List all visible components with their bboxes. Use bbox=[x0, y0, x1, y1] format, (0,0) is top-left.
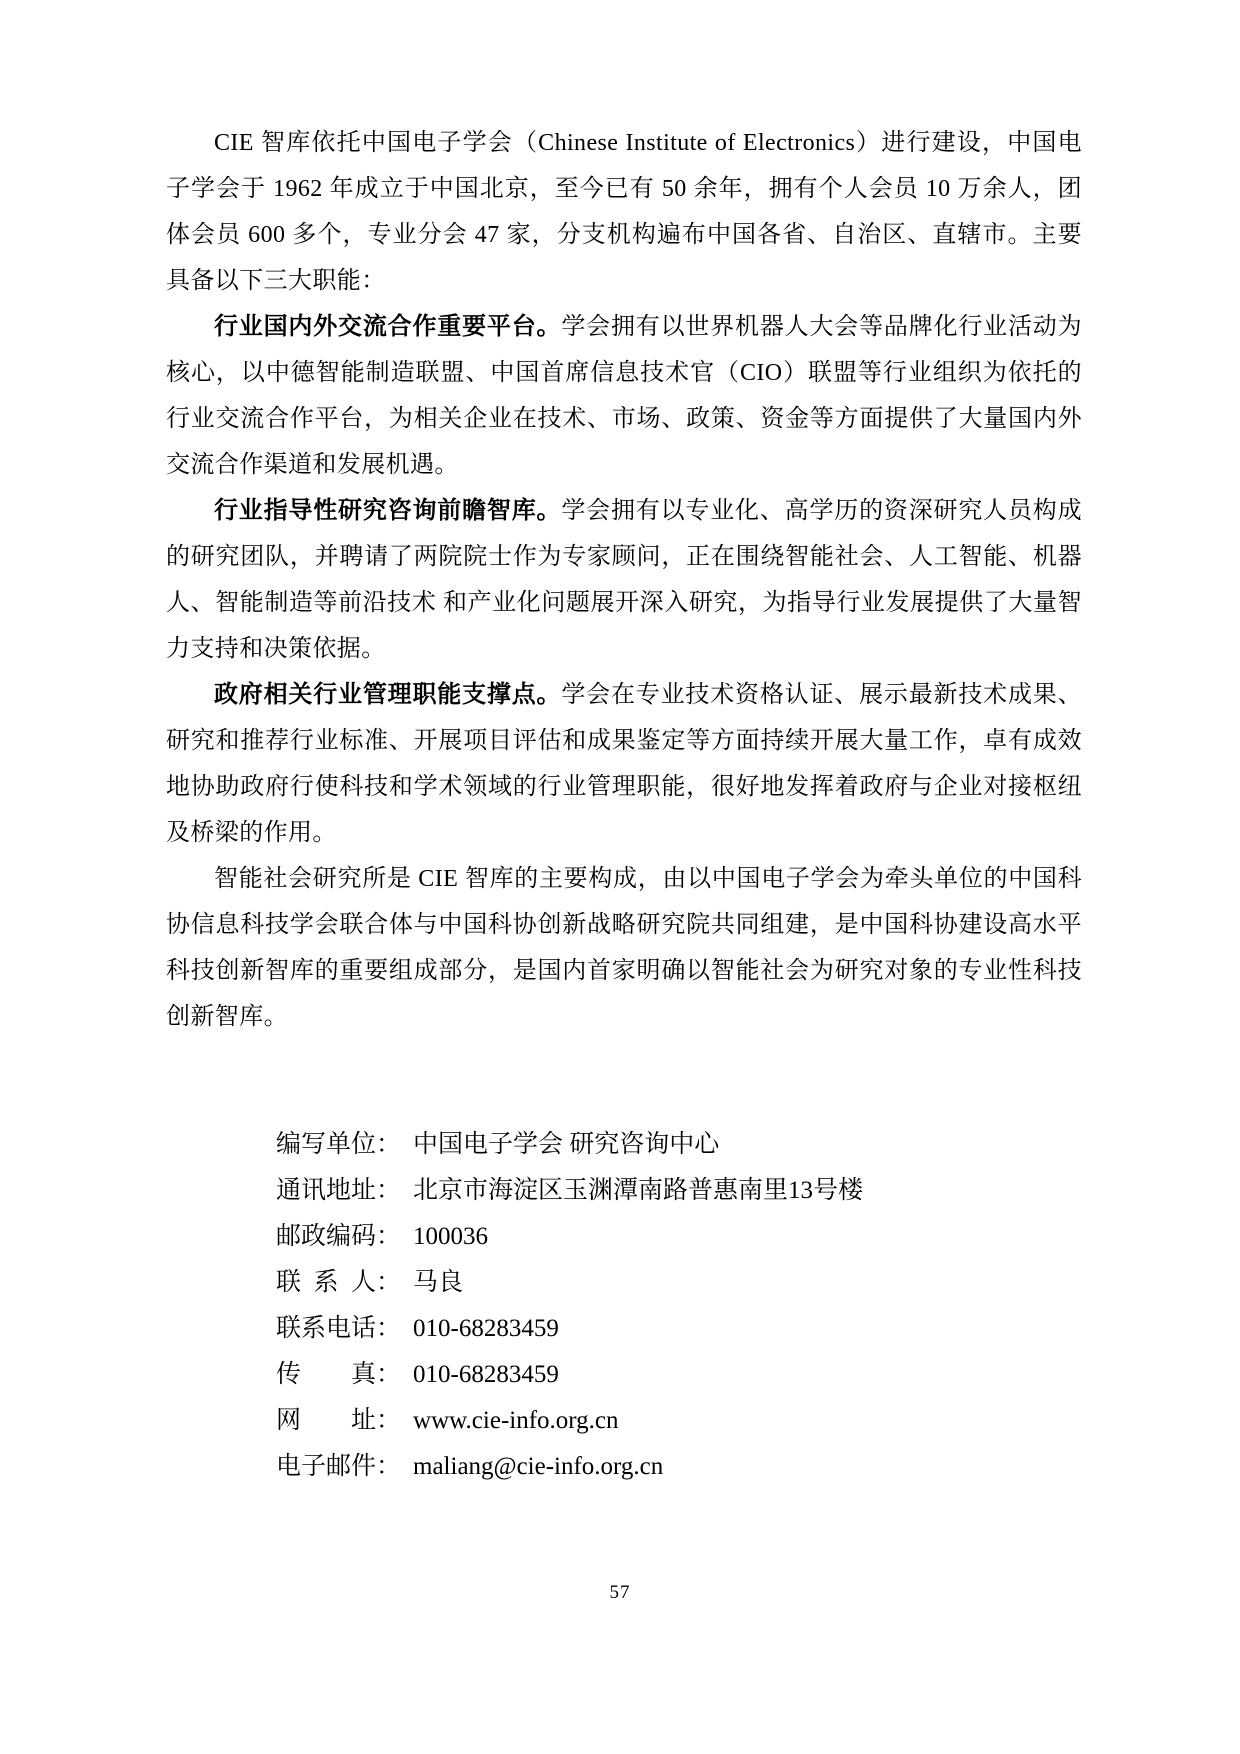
contact-value: 100036 bbox=[413, 1223, 489, 1250]
paragraph-text: 学会拥有以世界机器人大会等品牌化行业活动为核心，以中德智能制造联盟、中国首席信息技术官（CIO）联盟等行业组织为依托的行业交流合作平台，为相关企业在技术、市场、政策、资金等方面提供了大量国内外交流合作渠道和发展机遇。 bbox=[166, 314, 1082, 478]
body-paragraph bbox=[166, 304, 1082, 488]
contact-colon: ： bbox=[376, 1407, 402, 1434]
contact-row bbox=[276, 1398, 863, 1444]
contact-colon: ： bbox=[376, 1453, 402, 1480]
contact-row bbox=[276, 1352, 863, 1398]
contact-label: 通讯地址 bbox=[276, 1177, 377, 1204]
contact-row bbox=[276, 1214, 863, 1260]
body-paragraph bbox=[166, 488, 1082, 672]
paragraph-text: CIE 智库依托中国电子学会（Chinese Institute of Electronics）进行建设，中国电子学会于 1962 年成立于中国北京，至今已有 50 余年，拥有个人会员 10 万余人，团体会员 600 多个，专业分会 47 家，分支机构遍布中国各省、自治区、直辖市。主要具备以下三大职能： bbox=[166, 130, 1082, 294]
contact-colon: ： bbox=[376, 1131, 402, 1158]
contact-colon: ： bbox=[376, 1361, 402, 1388]
contact-row bbox=[276, 1260, 863, 1306]
contact-label: 传真 bbox=[276, 1361, 376, 1388]
body-paragraph bbox=[166, 856, 1082, 1040]
contact-colon: ： bbox=[376, 1177, 402, 1204]
contact-label: 电子邮件 bbox=[276, 1453, 377, 1480]
paragraph-text: 智能社会研究所是 CIE 智库的主要构成，由以中国电子学会为牵头单位的中国科协信息科技学会联合体与中国科协创新战略研究院共同组建，是中国科协建设高水平科技创新智库的重要组成部分，是国内首家明确以智能社会为研究对象的专业性科技创新智库。 bbox=[166, 866, 1082, 1030]
contact-label: 网址 bbox=[276, 1407, 376, 1434]
contact-colon: ： bbox=[376, 1315, 402, 1342]
contact-row bbox=[276, 1306, 863, 1352]
paragraph-lead-bold: 政府相关行业管理职能支撑点。 bbox=[214, 682, 562, 708]
contact-value: www.cie-info.org.cn bbox=[413, 1407, 619, 1434]
contact-value: 北京市海淀区玉渊潭南路普惠南里13号楼 bbox=[413, 1177, 864, 1204]
contact-value: 中国电子学会 研究咨询中心 bbox=[413, 1131, 720, 1158]
contact-colon: ： bbox=[376, 1223, 402, 1250]
contact-label: 联系电话 bbox=[276, 1315, 377, 1342]
contact-value: 010-68283459 bbox=[413, 1315, 559, 1342]
paragraph-text: 学会在专业技术资格认证、展示最新技术成果、研究和推荐行业标准、开展项目评估和成果鉴定等方面持续开展大量工作，卓有成效地协助政府行使科技和学术领域的行业管理职能，很好地发挥着政府与企业对接枢纽及桥梁的作用。 bbox=[166, 682, 1082, 846]
contact-row bbox=[276, 1444, 863, 1490]
contact-label: 联系人 bbox=[276, 1269, 376, 1296]
contact-colon: ： bbox=[376, 1269, 402, 1296]
body-paragraph bbox=[166, 120, 1082, 304]
contact-row bbox=[276, 1122, 863, 1168]
contact-value: 010-68283459 bbox=[413, 1361, 559, 1388]
contact-value: maliang@cie-info.org.cn bbox=[413, 1453, 664, 1480]
body-text-block bbox=[166, 120, 1082, 1040]
contact-info-block bbox=[276, 1122, 863, 1490]
paragraph-lead-bold: 行业指导性研究咨询前瞻智库。 bbox=[214, 498, 562, 524]
body-paragraph bbox=[166, 672, 1082, 856]
contact-label: 编写单位 bbox=[276, 1131, 377, 1158]
contact-value: 马良 bbox=[413, 1269, 464, 1296]
contact-label: 邮政编码 bbox=[276, 1223, 377, 1250]
paragraph-text: 学会拥有以专业化、高学历的资深研究人员构成的研究团队，并聘请了两院院士作为专家顾问，正在围绕智能社会、人工智能、机器人、智能制造等前沿技术 和产业化问题展开深入研究，为指导行业发展提供了大量智力支持和决策依据。 bbox=[166, 498, 1082, 662]
page-number: 57 bbox=[609, 1582, 631, 1603]
paragraph-lead-bold: 行业国内外交流合作重要平台。 bbox=[214, 314, 562, 340]
contact-row bbox=[276, 1168, 863, 1214]
